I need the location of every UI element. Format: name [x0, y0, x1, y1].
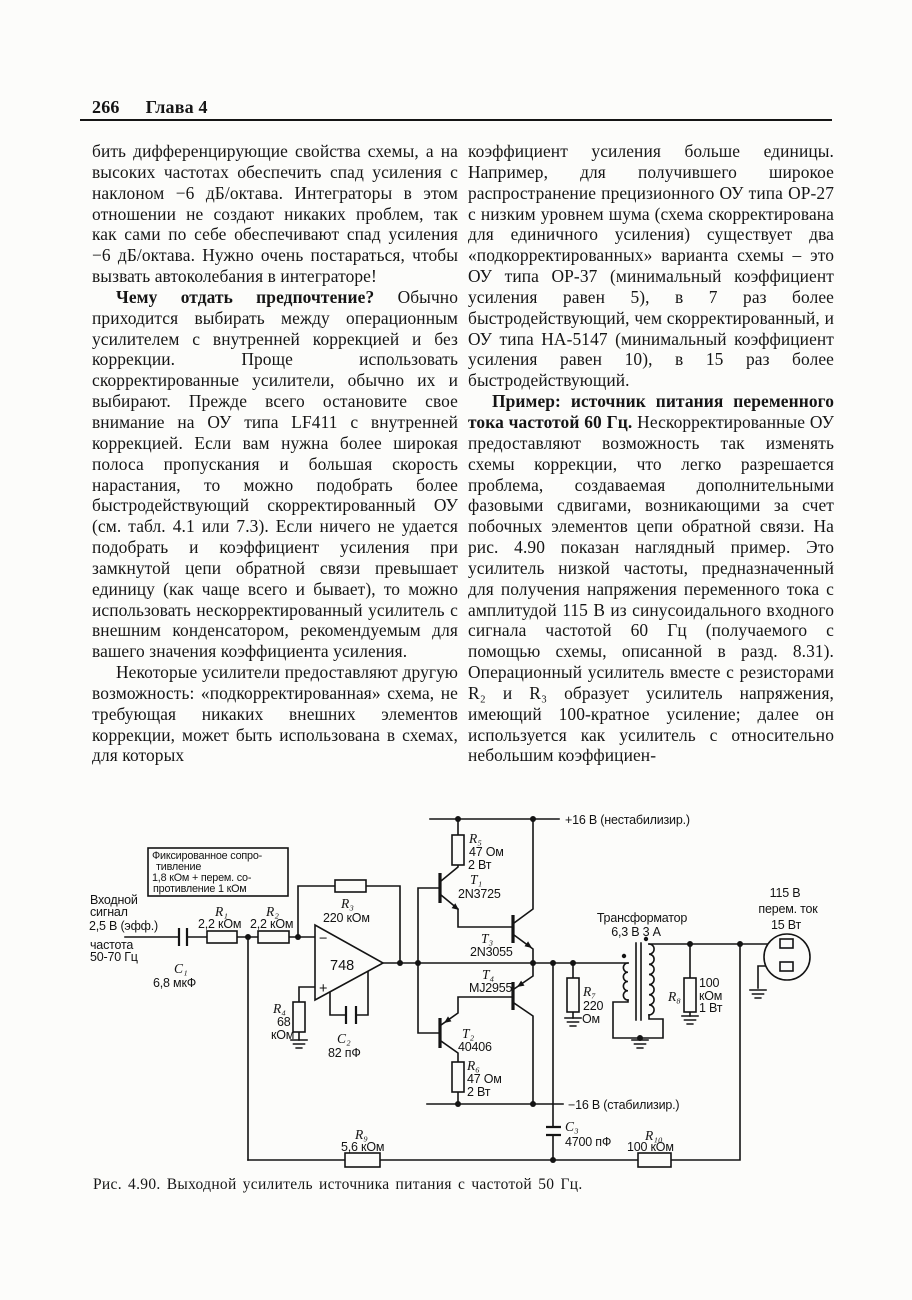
ground-symbol — [632, 1040, 648, 1048]
svg-text:2 Вт: 2 Вт — [468, 858, 492, 872]
svg-text:R₇: R₇ — [583, 984, 596, 999]
paragraph-text: Обычно приходится выбирать между операционным усилителем с внутренней коррекцией и без коррекции. Проще использовать скорректированные усилители, обычно их и выбирают. Прежде всего остановите свое внимание на ОУ типа LF411 с внутренней коррекцией. Если вам нужна более широкая полоса пропускания и большая скорость нарастания, то можно подобрать более быстродействующий скорректированный ОУ (см. табл. 4.1 или 7.3). Если ничего не удается подобрать и коэффициент усиления при замкнутой цепи обратной связи превышает единицу (как чаще всего и бывает), то можно использовать нескорректированный усилитель с внешним конденсатором, рекомендуемым для вашего значения коэффициента усиления. — [92, 286, 459, 662]
svg-text:2,2 кОм: 2,2 кОм — [250, 917, 294, 931]
svg-text:тивление: тивление — [156, 861, 202, 873]
paragraph — [468, 391, 834, 766]
ground-symbol — [682, 1016, 698, 1024]
svg-text:68: 68 — [277, 1015, 291, 1029]
svg-text:C₃: C₃ — [565, 1119, 579, 1134]
svg-text:220: 220 — [583, 999, 604, 1013]
svg-text:R₅: R₅ — [469, 831, 482, 846]
paragraph-text: Нескорректированные ОУ предоставляют возможность так изменять схемы коррекции, что легко разрешается проблема, создаваемая дополнительными фазовыми сдвигами, возникающими за счет побочных элементов цепи обратной связи. На рис. 4.90 показан наглядный пример. Это усилитель низкой частоты, предназначенный для получения напряжения переменного тока с амплитудой 115 В из синусоидального входного сигнала частотой 60 Гц (получаемого с помощью схемы, описанной в разд. 8.31). Операционный усилитель вместе с резисторами R₂ и R₃ образует усилитель напряжения, имеющий 100-кратное усиление; далее он используется как усилитель с относительно небольшим коэффициен- — [468, 411, 834, 766]
svg-text:R₃: R₃ — [341, 896, 354, 911]
svg-text:сигнал: сигнал — [90, 905, 128, 919]
svg-text:C₁: C₁ — [174, 961, 188, 976]
resistor-r6 — [452, 1058, 502, 1099]
resistor-r9 — [341, 1127, 384, 1167]
svg-text:2,2 кОм: 2,2 кОм — [198, 917, 242, 931]
circuit-diagram — [85, 810, 912, 1175]
svg-text:T₂: T₂ — [462, 1026, 475, 1041]
primary-winding — [623, 963, 628, 1000]
secondary-winding — [649, 944, 654, 1015]
left-column — [92, 141, 458, 766]
transistor-t3 — [470, 915, 532, 959]
svg-text:частота: частота — [90, 938, 134, 952]
svg-text:40406: 40406 — [458, 1040, 492, 1054]
svg-text:2 Вт: 2 Вт — [467, 1085, 491, 1099]
svg-text:115 В: 115 В — [769, 886, 801, 900]
svg-text:47 Ом: 47 Ом — [467, 1072, 502, 1086]
resistor-r10 — [627, 1128, 674, 1167]
svg-text:T₃: T₃ — [481, 931, 494, 946]
svg-text:R₆: R₆ — [467, 1058, 480, 1073]
transformer-core — [636, 943, 641, 1020]
emitter-arrow — [517, 981, 525, 987]
svg-text:220 кОм: 220 кОм — [323, 911, 370, 925]
transistor-t2 — [440, 1016, 492, 1054]
svg-text:100: 100 — [699, 976, 720, 990]
ground-symbol — [750, 990, 766, 998]
ground-symbol — [565, 1018, 581, 1026]
svg-text:4700 пФ: 4700 пФ — [565, 1135, 612, 1149]
svg-text:2N3055: 2N3055 — [470, 945, 513, 959]
svg-text:R₈: R₈ — [668, 989, 681, 1004]
noninverting-input-sign: + — [319, 981, 328, 997]
svg-text:перем. ток: перем. ток — [758, 902, 818, 916]
svg-text:50-70 Гц: 50-70 Гц — [90, 950, 138, 964]
svg-text:Трансформатор: Трансформатор — [596, 911, 688, 925]
capacitor-c3 — [565, 1119, 611, 1149]
paragraph-lead: Чему отдать предпочтение? — [116, 286, 375, 307]
svg-text:R₄: R₄ — [273, 1001, 286, 1016]
chapter-title: Глава 4 — [145, 97, 208, 117]
paragraph — [92, 287, 458, 662]
phase-dot — [622, 954, 626, 958]
svg-text:15 Вт: 15 Вт — [770, 918, 802, 932]
svg-text:1 Вт: 1 Вт — [699, 1001, 723, 1015]
svg-text:6,8 мкФ: 6,8 мкФ — [153, 976, 197, 990]
opamp-748 — [315, 925, 383, 1000]
svg-text:Фиксированное сопро-: Фиксированное сопро- — [152, 850, 263, 862]
svg-text:кОм: кОм — [271, 1028, 295, 1042]
capacitor-c2 — [328, 1031, 361, 1060]
svg-text:Входной: Входной — [90, 893, 138, 907]
output-socket — [758, 886, 818, 980]
resistor-r5 — [452, 831, 504, 872]
paragraph-lead: Пример: источник питания переменного тока частотой 60 Гц. — [468, 391, 834, 432]
capacitor-c1 — [153, 961, 196, 990]
paragraph: коэффициент усиления больше единицы. Например, для получившего широкое распространение прецизионного ОУ типа ОР-27 с низким уровнем шума (схема скорректирована для единичного усиления) существует два «подкорректированных» варианта схемы – это ОУ типа ОР-37 (минимальный коэффициент усиления равен 5), в 7 раз более быстродействующий, чем скорректированный, и ОУ типа НА-5147 (минимальный коэффициент усиления равен 10), в 15 раз более быстродействующий. — [468, 141, 834, 391]
transistor-t1 — [440, 872, 501, 910]
svg-text:C₂: C₂ — [337, 1031, 351, 1046]
header-rule — [80, 119, 832, 121]
svg-text:противление 1 кОм: противление 1 кОм — [153, 883, 247, 895]
figure-caption: Рис. 4.90. Выходной усилитель источника питания с частотой 50 Гц. — [93, 1176, 583, 1193]
svg-text:T₄: T₄ — [482, 967, 495, 982]
note-box — [148, 848, 288, 896]
svg-text:R₁: R₁ — [215, 904, 228, 919]
svg-text:MJ2955: MJ2955 — [469, 981, 513, 995]
positive-rail-label: +16 В (нестабилизир.) — [565, 813, 690, 827]
page-number: 266 — [92, 97, 120, 117]
input-signal-label — [89, 893, 158, 964]
paragraph: Некоторые усилители предоставляют другую возможность: «подкорректированная» схема, не требующая никаких внешних элементов коррекции, может быть использована в схемах, для которых — [92, 662, 458, 766]
svg-text:T₁: T₁ — [470, 872, 483, 887]
opamp-label: 748 — [330, 958, 355, 974]
page-header — [92, 97, 208, 118]
resistor-r8 — [667, 976, 723, 1015]
svg-text:2N3725: 2N3725 — [458, 887, 501, 901]
svg-text:Ом: Ом — [582, 1012, 600, 1026]
resistor-r4 — [271, 1001, 305, 1042]
svg-text:5,6 кОм: 5,6 кОм — [341, 1140, 385, 1154]
svg-text:2,5 В (эфф.): 2,5 В (эфф.) — [89, 919, 159, 933]
emitter-arrow — [525, 941, 533, 948]
svg-text:R₉: R₉ — [355, 1127, 368, 1142]
paragraph: бить дифференцирующие свойства схемы, а на высоких частотах обеспечить спад усиления с наклоном −6 дБ/октава. Интеграторы в этом отношении не создают никаких проблем, так как сами по себе обеспечивают спад усиления −6 дБ/октава. Нужно очень постараться, чтобы вызвать автоколебания в интеграторе! — [92, 141, 458, 287]
svg-text:кОм: кОм — [699, 989, 723, 1003]
svg-text:100 кОм: 100 кОм — [627, 1140, 674, 1154]
svg-text:47 Ом: 47 Ом — [469, 845, 504, 859]
svg-text:R₂: R₂ — [266, 904, 279, 919]
svg-text:82 пФ: 82 пФ — [328, 1046, 361, 1060]
svg-text:6,3 В 3 А: 6,3 В 3 А — [611, 925, 661, 939]
emitter-arrow — [444, 1016, 451, 1023]
inverting-input-sign: − — [319, 931, 328, 947]
right-column — [468, 141, 834, 766]
svg-text:1,8 кОм + перем. со-: 1,8 кОм + перем. со- — [152, 872, 252, 884]
negative-rail-label: −16 В (стабилизир.) — [568, 1098, 680, 1112]
svg-text:R₁₀: R₁₀ — [645, 1128, 663, 1143]
